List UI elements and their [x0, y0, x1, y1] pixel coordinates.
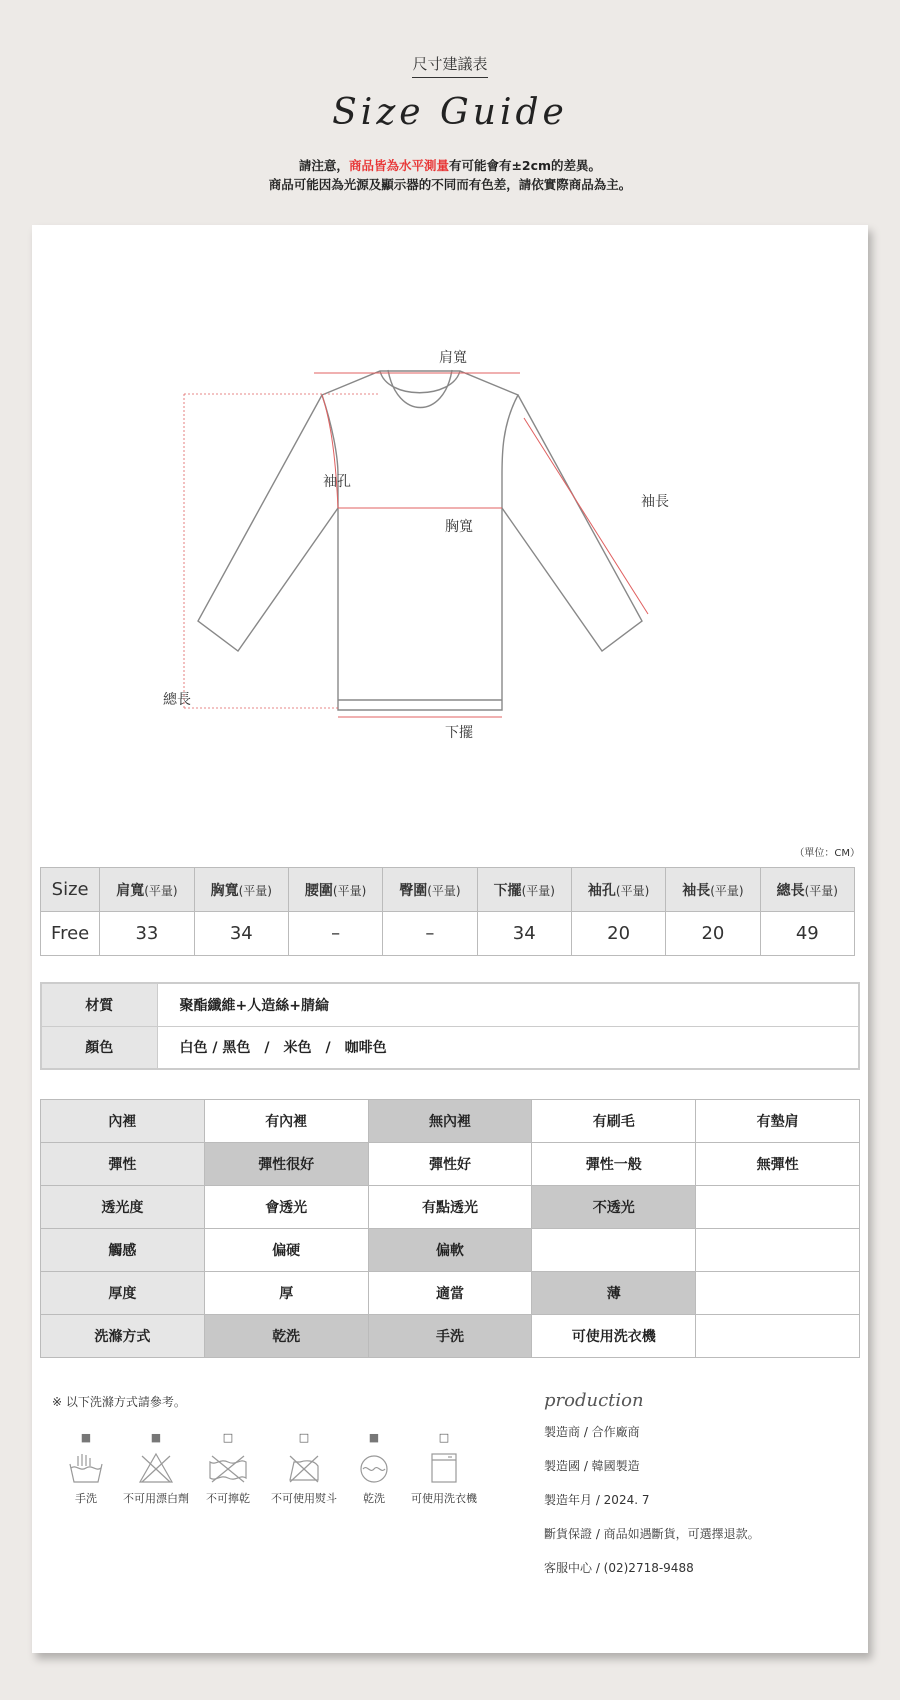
material-table — [40, 982, 860, 1070]
checked-icon: ■ — [150, 1431, 162, 1444]
table-row — [41, 1315, 860, 1358]
color-label: 顏色 — [41, 1026, 157, 1069]
attr-option: 有墊肩 — [696, 1100, 860, 1143]
care-item-no-iron — [264, 1430, 344, 1506]
table-row — [41, 1272, 860, 1315]
checked-icon: ■ — [368, 1431, 380, 1444]
page-title: Size Guide — [332, 92, 568, 133]
care-label: 不可使用熨斗 — [271, 1492, 337, 1505]
table-row — [41, 1143, 860, 1186]
size-header: Size — [41, 868, 100, 912]
size-cell: 20 — [571, 912, 665, 956]
sleeve-label: 袖長 — [641, 494, 669, 510]
no-bleach-icon — [138, 1452, 174, 1484]
size-cell: 34 — [477, 912, 571, 956]
chest-label: 胸寬 — [445, 519, 473, 535]
table-row — [41, 1026, 859, 1069]
attr-option: 有刷毛 — [532, 1100, 696, 1143]
attr-label: 觸感 — [41, 1229, 205, 1272]
unchecked-icon: □ — [222, 1431, 234, 1444]
dry-clean-icon — [356, 1452, 392, 1484]
customer-service-line: 客服中心 / (02)2718-9488 — [544, 1561, 694, 1575]
material-value: 聚酯纖維+人造絲+腈綸 — [157, 983, 859, 1026]
care-item-machine-wash — [404, 1430, 484, 1506]
attr-label: 透光度 — [41, 1186, 205, 1229]
attr-option-selected: 不透光 — [532, 1186, 696, 1229]
material-label: 材質 — [41, 983, 157, 1026]
care-item-dry-clean — [334, 1430, 414, 1506]
table-row — [41, 983, 859, 1026]
attr-option: 厚 — [204, 1272, 368, 1315]
size-header: 下擺(平量) — [477, 868, 571, 912]
size-header: 總長(平量) — [760, 868, 854, 912]
attr-option: 無彈性 — [696, 1143, 860, 1186]
unchecked-icon: □ — [298, 1431, 310, 1444]
shoulder-label: 肩寬 — [439, 350, 467, 366]
size-header: 腰圍(平量) — [288, 868, 382, 912]
care-note: ※ 以下洗滌方式請參考。 — [52, 1395, 186, 1409]
attr-option — [696, 1186, 860, 1229]
care-label: 不可擰乾 — [206, 1492, 250, 1505]
subtitle: 尺寸建議表 — [0, 53, 900, 78]
care-item-no-wring — [188, 1430, 268, 1506]
attr-label: 彈性 — [41, 1143, 205, 1186]
size-table-header — [41, 868, 855, 912]
attr-option: 會透光 — [204, 1186, 368, 1229]
attr-option-selected: 偏軟 — [368, 1229, 532, 1272]
care-item-no-bleach — [116, 1430, 196, 1506]
care-item-hand-wash — [46, 1430, 126, 1506]
attr-label: 厚度 — [41, 1272, 205, 1315]
unit-label: （單位：CM） — [794, 848, 860, 859]
size-cell: 34 — [194, 912, 288, 956]
attr-option-selected: 彈性很好 — [204, 1143, 368, 1186]
armhole-label: 袖孔 — [323, 474, 351, 490]
color-value: 白色 / 黑色 / 米色 / 咖啡色 — [157, 1026, 859, 1069]
size-table — [40, 867, 855, 956]
attr-option — [696, 1315, 860, 1358]
size-header: 肩寬(平量) — [100, 868, 194, 912]
table-row — [41, 912, 855, 956]
size-header: 袖長(平量) — [666, 868, 760, 912]
care-label: 可使用洗衣機 — [411, 1492, 477, 1505]
attr-option-selected: 薄 — [532, 1272, 696, 1315]
size-cell: Free — [41, 912, 100, 956]
size-guide-card — [32, 225, 868, 1653]
origin-line: 製造國 / 韓國製造 — [544, 1459, 640, 1473]
table-row — [41, 1186, 860, 1229]
size-cell: – — [288, 912, 382, 956]
care-label: 乾洗 — [363, 1492, 385, 1505]
care-label: 手洗 — [75, 1492, 97, 1505]
size-header: 臀圍(平量) — [383, 868, 477, 912]
no-iron-icon — [286, 1452, 322, 1484]
measurement-note: 請注意，商品皆為水平測量有可能會有±2cm的差異。 — [298, 158, 602, 173]
attr-option: 彈性一般 — [532, 1143, 696, 1186]
attr-option — [696, 1272, 860, 1315]
attr-option: 可使用洗衣機 — [532, 1315, 696, 1358]
manufacturer-line: 製造商 / 合作廠商 — [544, 1425, 640, 1439]
attr-option: 適當 — [368, 1272, 532, 1315]
size-cell: – — [383, 912, 477, 956]
care-label: 不可用漂白劑 — [123, 1492, 189, 1505]
attr-option: 有內裡 — [204, 1100, 368, 1143]
stock-guarantee-line: 斷貨保證 / 商品如遇斷貨，可選擇退款。 — [544, 1527, 760, 1541]
size-header: 胸寬(平量) — [194, 868, 288, 912]
attr-option-selected: 乾洗 — [204, 1315, 368, 1358]
table-row — [41, 1229, 860, 1272]
length-label: 總長 — [163, 692, 191, 708]
attr-label: 洗滌方式 — [41, 1315, 205, 1358]
checked-icon: ■ — [80, 1431, 92, 1444]
hem-label: 下擺 — [445, 725, 473, 741]
hand-wash-icon — [68, 1452, 104, 1484]
attr-option: 有點透光 — [368, 1186, 532, 1229]
no-wring-icon — [208, 1452, 248, 1484]
attr-option — [696, 1229, 860, 1272]
color-note: 商品可能因為光源及顯示器的不同而有色差，請依實際商品為主。 — [268, 177, 632, 192]
manufacture-date-line: 製造年月 / 2024. 7 — [544, 1493, 650, 1507]
attr-option — [532, 1229, 696, 1272]
size-cell: 33 — [100, 912, 194, 956]
unchecked-icon: □ — [438, 1431, 450, 1444]
page-header — [0, 0, 900, 225]
care-instructions — [46, 1430, 496, 1520]
attr-option: 偏硬 — [204, 1229, 368, 1272]
size-cell: 20 — [666, 912, 760, 956]
attribute-table — [40, 1099, 860, 1358]
attr-option-selected: 無內裡 — [368, 1100, 532, 1143]
size-cell: 49 — [760, 912, 854, 956]
production-title: production — [544, 1390, 644, 1411]
measurement-highlight: 商品皆為水平測量 — [348, 158, 449, 173]
size-header: 袖孔(平量) — [571, 868, 665, 912]
attr-option-selected: 手洗 — [368, 1315, 532, 1358]
attr-label: 內裡 — [41, 1100, 205, 1143]
attr-option: 彈性好 — [368, 1143, 532, 1186]
garment-diagram — [32, 225, 868, 845]
production-info — [544, 1390, 864, 1593]
table-row — [41, 1100, 860, 1143]
machine-wash-icon — [426, 1452, 462, 1484]
